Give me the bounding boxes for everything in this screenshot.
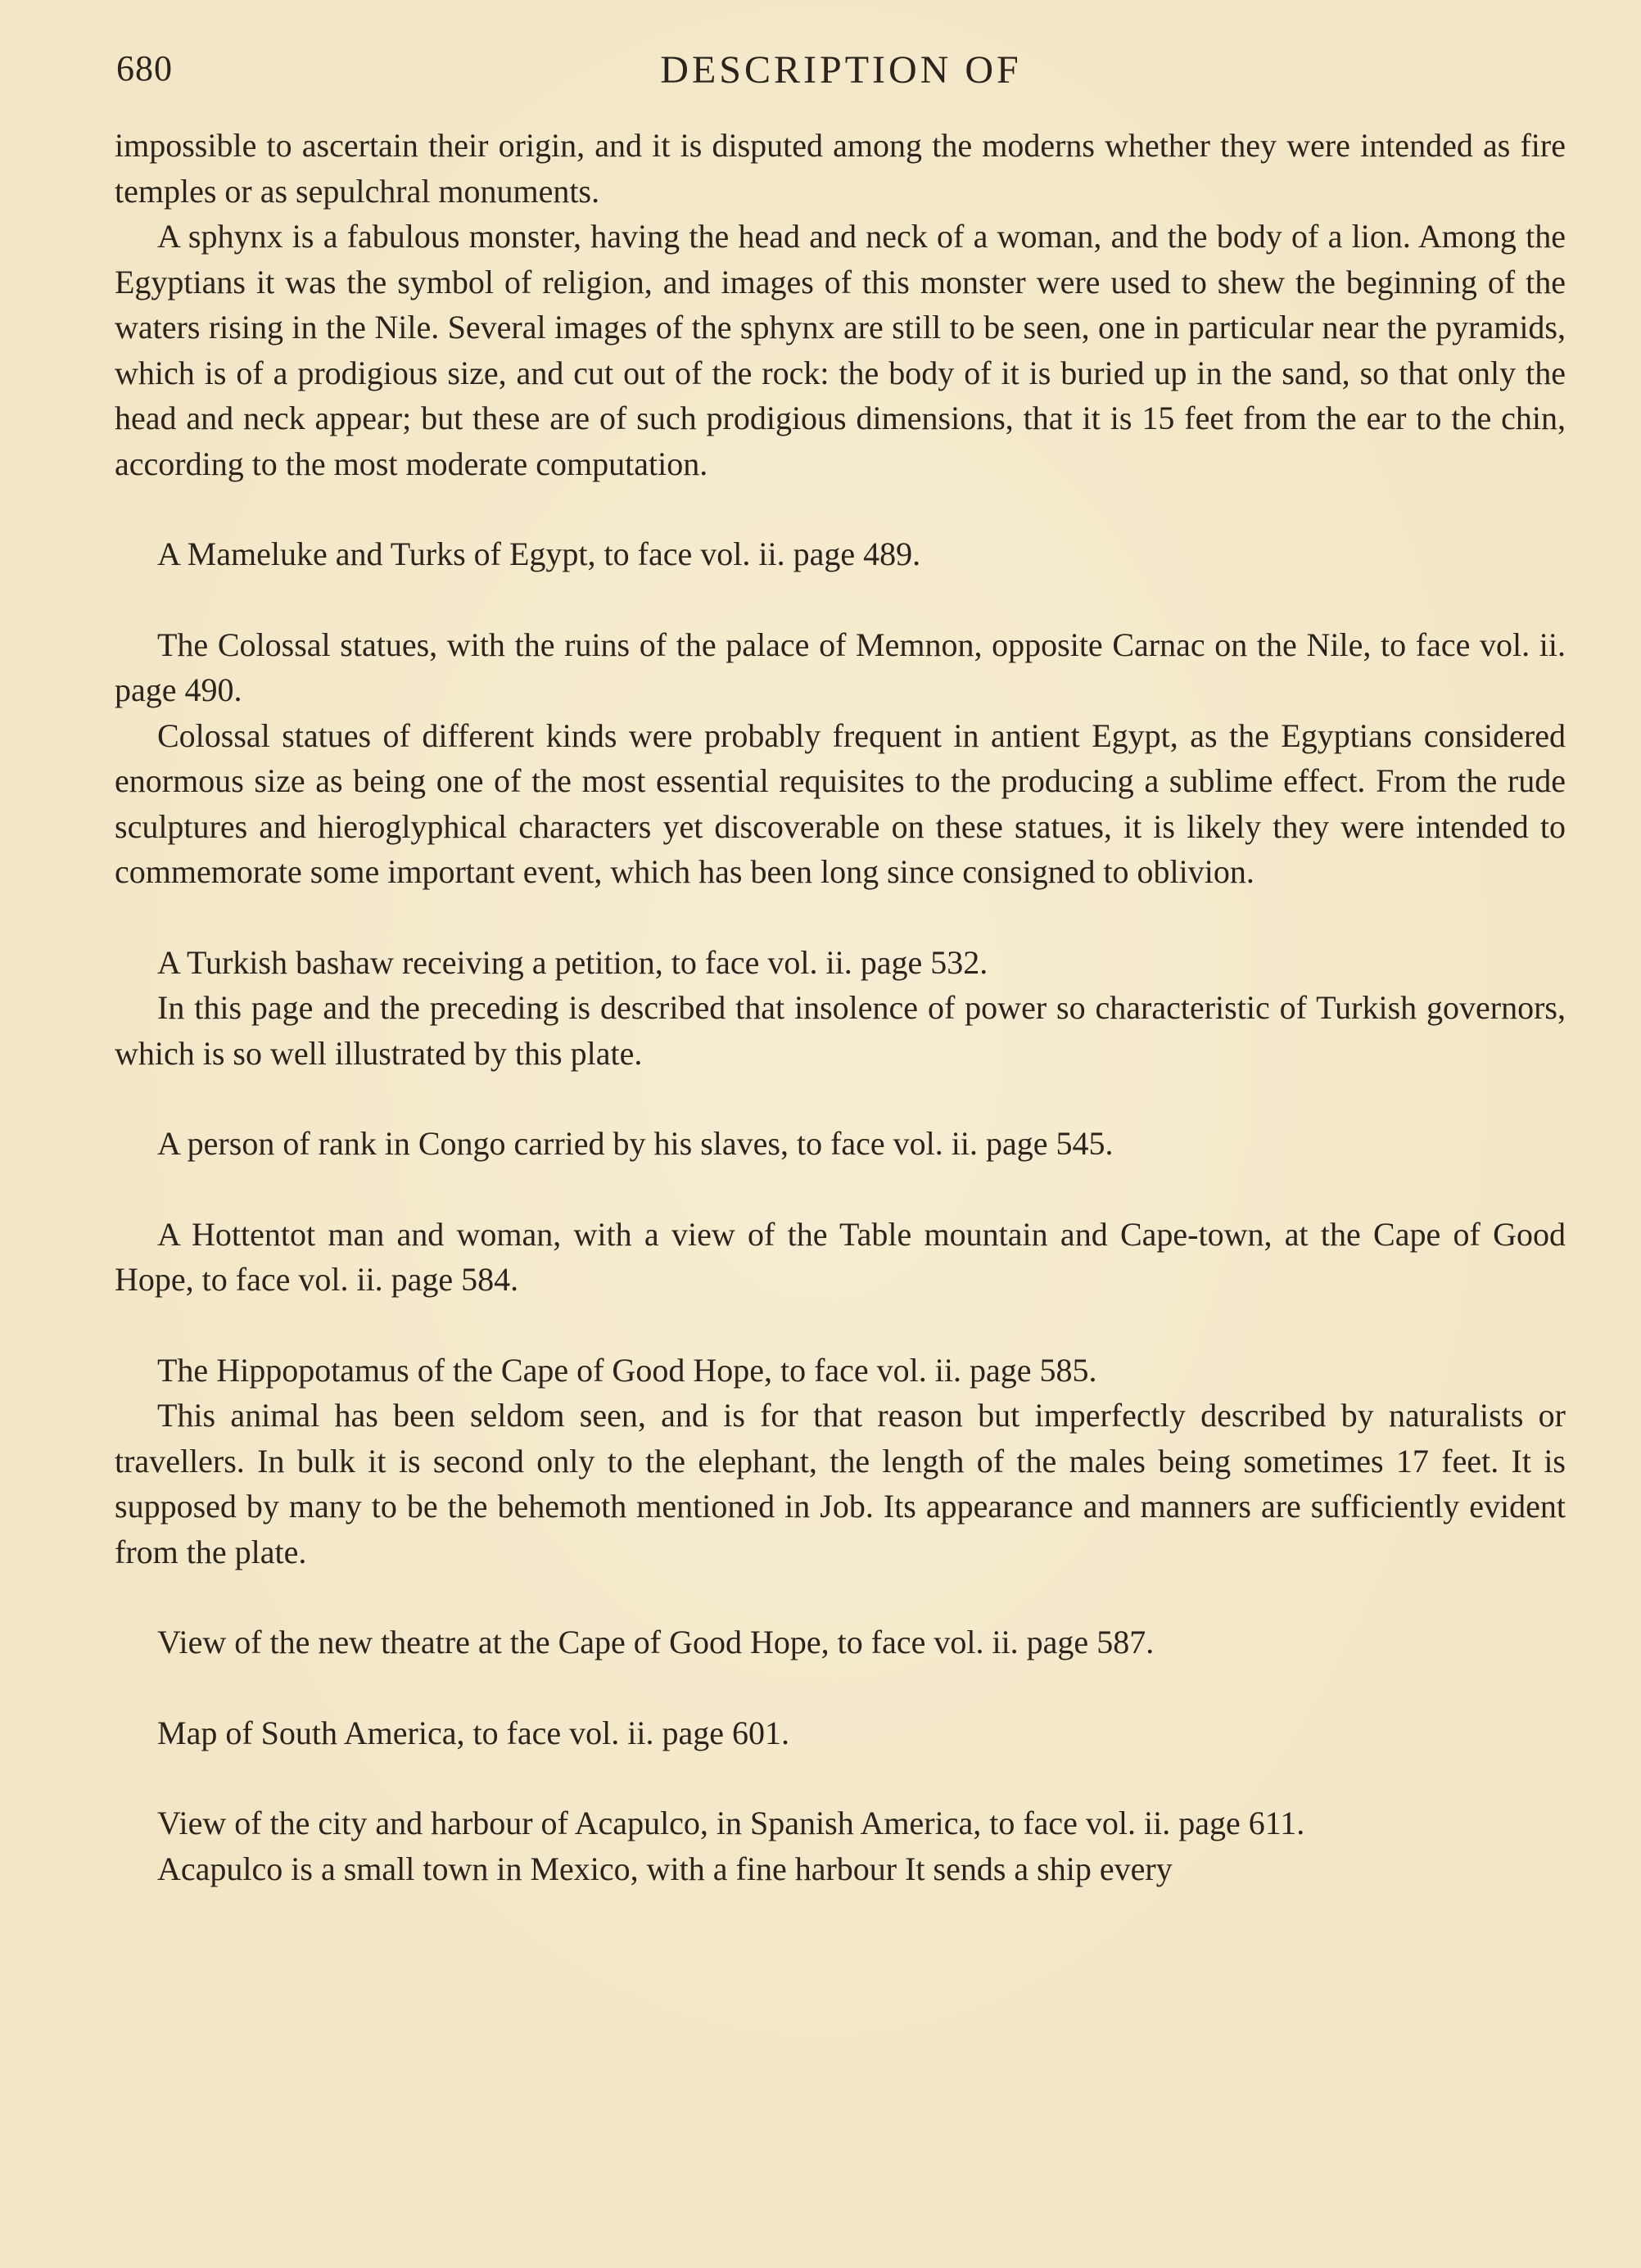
page-body [115, 123, 1566, 1891]
paragraph-colossal-statues: Colossal statues of different kinds were probably frequent in antient Egypt, as the Egyptians considered enormous size as being one of the most essential requisites to the producing a sublime effect. From the rude sculptures and hieroglyphical characters yet discoverable on these statues, it is likely they were intended to commemorate some important event, which has been long since consigned to oblivion. [115, 716, 1566, 890]
plate-entry-colossal-statues: The Colossal statues, with the ruins of the palace of Memnon, opposite Carnac on the Nile, to face vol. ii. page 490. [115, 626, 1566, 708]
plate-entry-turkish-bashaw: A Turkish bashaw receiving a petition, to face vol. ii. page 532. [157, 943, 988, 981]
plate-entry-hottentot: A Hottentot man and woman, with a view of the Table mountain and Cape-town, at the Cape of Good Hope, to face vol. ii. page 584. [115, 1215, 1566, 1298]
paragraph-turkish-bashaw: In this page and the preceding is described that insolence of power so characteristic of Turkish governors, which is so well illustrated by this plate. [115, 989, 1566, 1072]
paragraph-continuation: impossible to ascertain their origin, and it is disputed among the moderns whether they were intended as fire temples or as sepulchral monuments. [115, 127, 1566, 210]
paragraph-sphynx: A sphynx is a fabulous monster, having the head and neck of a woman, and the body of a lion. Among the Egyptians it was the symbol of religion, and images of this monster were used to shew the beginning of the waters rising in the Nile. Several images of the sphynx are still to be seen, one in particular near the pyramids, which is of a prodigious size, and cut out of the rock: the body of it is buried up in the sand, so that only the head and neck appear; but these are of such prodigious dimensions, that it is 15 feet from the ear to the chin, according to the most moderate computation. [115, 218, 1566, 482]
plate-entry-hippopotamus: The Hippopotamus of the Cape of Good Hope, to face vol. ii. page 585. [157, 1351, 1097, 1389]
running-title: DESCRIPTION OF [660, 48, 1022, 92]
page-header [116, 43, 1566, 100]
paragraph-hippopotamus: This animal has been seldom seen, and is for that reason but imperfectly described by naturalists or travellers. In bulk it is second only to the elephant, the length of the males being sometimes 17 feet. It is supposed by many to be the behemoth mentioned in Job. Its appearance and manners are sufficiently evident from the plate. [115, 1397, 1566, 1570]
plate-entry-congo: A person of rank in Congo carried by his slaves, to face vol. ii. page 545. [157, 1125, 1114, 1162]
plate-entry-map-south-america: Map of South America, to face vol. ii. page 601. [157, 1714, 790, 1751]
plate-entry-mameluke: A Mameluke and Turks of Egypt, to face vol. ii. page 489. [157, 535, 921, 572]
plate-entry-theatre: View of the new theatre at the Cape of Good Hope, to face vol. ii. page 587. [157, 1624, 1155, 1660]
plate-entry-acapulco: View of the city and harbour of Acapulco, in Spanish America, to face vol. ii. page 611. [157, 1805, 1305, 1841]
paragraph-acapulco: Acapulco is a small town in Mexico, with a fine harbour It sends a ship every [157, 1850, 1173, 1887]
page-number: 680 [116, 48, 173, 88]
